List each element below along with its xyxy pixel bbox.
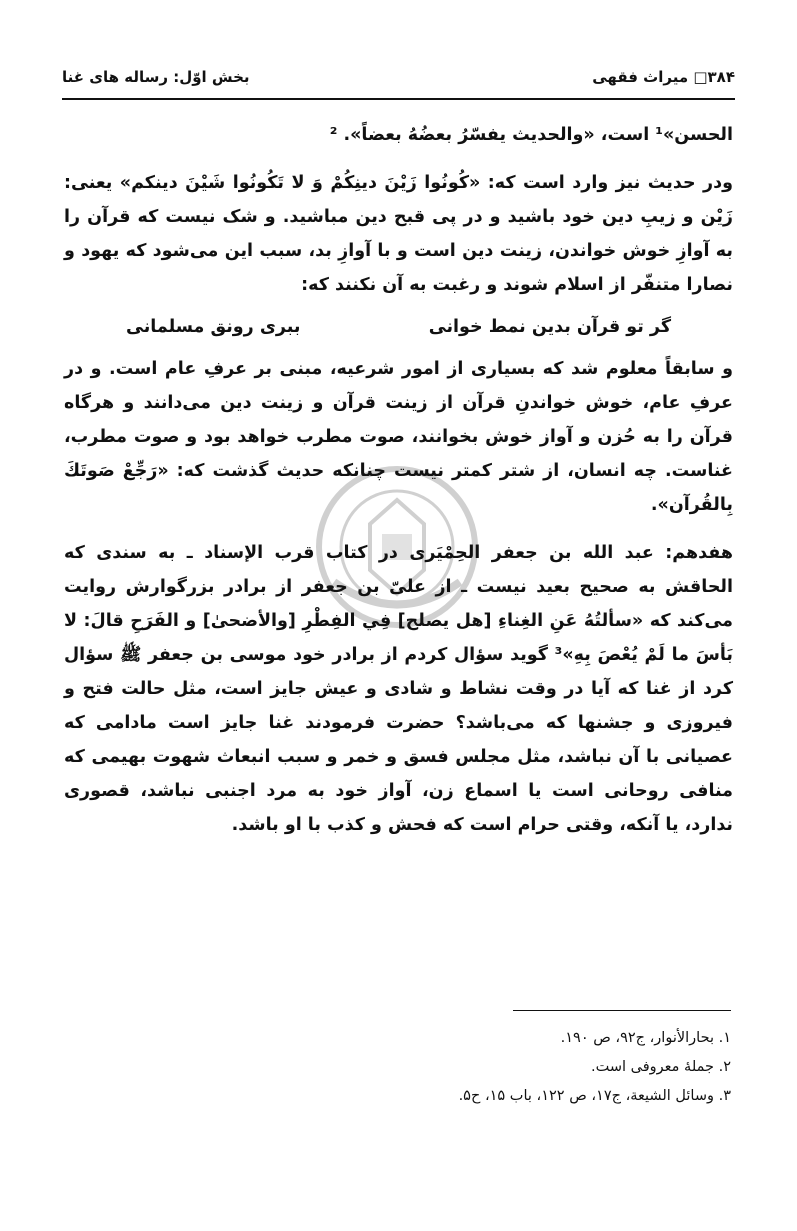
paragraph-2: ودر حدیث نیز وارد است که: «کُونُوا زَیْنَ دینِکُمْ وَ لا تَکُونُوا شَیْنَ دینکم» یعنی: زَیْن و زیبِ دین خود باشید و در پی قبح دین مباشید. و شک نیست که قرآن را به آوازِ خوش خواندن، زینت دین است و با آوازِ بد، سبب این می‌شود که یهود و نصارا متنفّر از اسلام شوند و رغبت به آن نکنند که: [64,173,733,295]
paragraph-1: الحسن»¹ است، «والحدیث یفسّرُ بعضُهُ بعضاً». ² [329,125,733,145]
header-divider [62,98,735,100]
paragraph-3: و سابقاً معلوم شد که بسیاری از امور شرعیه، مبنی بر عرفِ عام است. و در عرفِ عام، خوش خواندنِ قرآن از زینت قرآن و زینت دین می‌دانند و هرگاه قرآن را به حُزن و آواز خوش بخوانند، صوت مطرب خواهد بود و صوت مطرب، غناست. چه انسان، از شتر کمتر نیست چنانکه حدیث گذشت که: «رَجِّعْ صَوتَكَ بِالقُرآن». [64,359,733,515]
paragraph-4: هفدهم: عبد الله بن جعفر الحِمْیَری در کتاب قرب الإسناد ـ به سندی که الحاقش به صحیح بعید نیست ـ از علیّ بن جعفر از برادر بزرگوارش روایت می‌کند که «سألتُهُ عَنِ الغِناءِ [هل یصلح] فِي الفِطْرِ [والأضحیٰ] و الفَرَحِ قالَ: لا بَأسَ ما لَمْ یُعْصَ بِهِ»³ گوید سؤال کردم از برادر خود موسی بن جعفر ﷺ سؤال کرد از غنا که آیا در وقت نشاط و شادی و عیش جایز است، مثل حالت فتح و فیروزی و جشنها که می‌باشد؟ حضرت فرمودند غنا جایز است مادامی که عصیانی با آن نباشد، مثل مجلس فسق و خمر و سبب انبعاث شهوت بهیمی که منافی روحانی است یا اسماع زن، آواز خود به مرد اجنبی نباشد، قصوری ندارد، یا آنکه، وقتی حرام است که فحش و کذب با او باشد. [64,543,733,835]
main-text [64,118,733,842]
poem-hemistich-left: ببری رونق مسلمانی [126,317,301,337]
page-header [62,62,735,92]
footnote-divider [513,1010,731,1011]
section-title: بخش اوّل: رساله های غنا [62,68,250,86]
footnotes [200,1024,731,1111]
footnote-3: ۳. وسائل الشیعة، ج۱۷، ص ۱۲۲، باب ۱۵، ح۵. [458,1088,731,1104]
footnote-2: ۲. جملهٔ معروفی است. [591,1059,731,1075]
poem-hemistich-right: گر تو قرآن بدین نمط خوانی [428,317,671,337]
footnote-1: ۱. بحارالأنوار، ج۹۲، ص ۱۹۰. [560,1030,731,1046]
poem-verse [64,310,733,344]
page-number-label: ۳۸۴□ میراث فقهی [592,68,735,86]
